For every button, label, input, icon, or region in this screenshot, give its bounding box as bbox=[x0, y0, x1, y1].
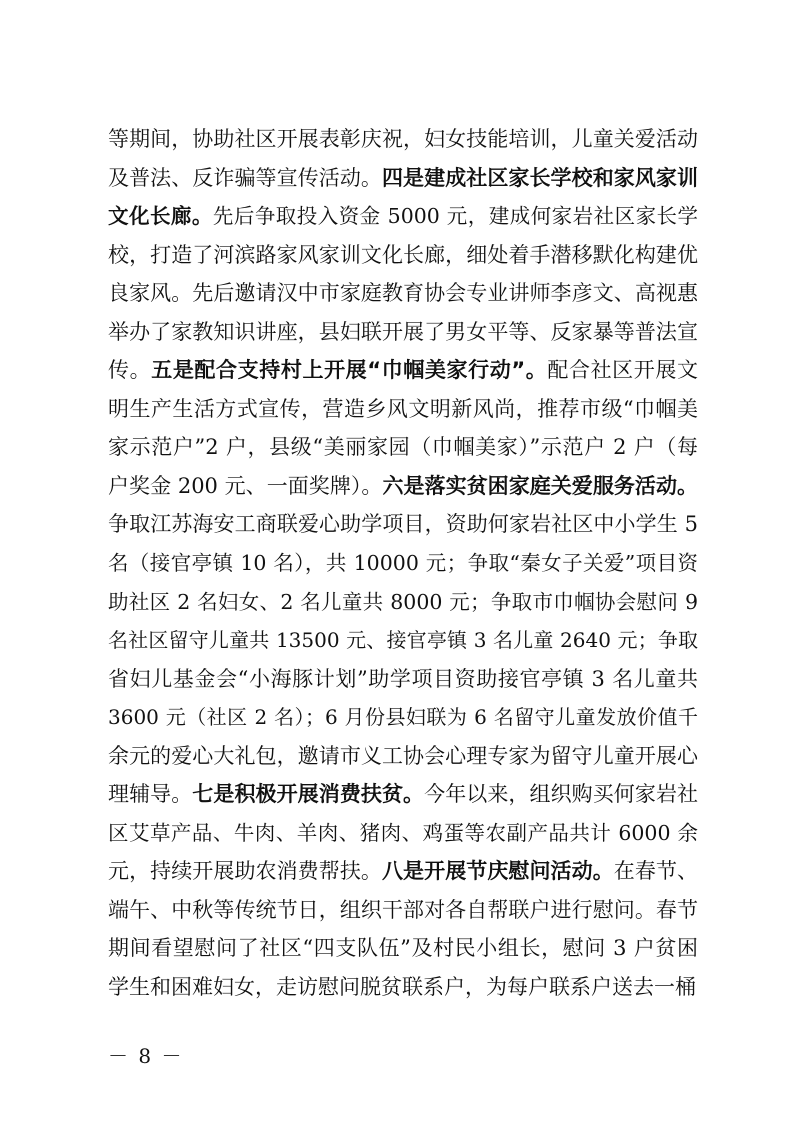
body-text-segment: 今年以来，组织购买何家岩社 bbox=[424, 782, 699, 807]
text-line bbox=[108, 120, 698, 159]
bold-heading-text: 七是积极开展消费扶贫。 bbox=[192, 782, 425, 807]
text-line bbox=[108, 891, 698, 930]
text-line bbox=[108, 698, 698, 737]
body-text-segment: 在春节、 bbox=[613, 859, 699, 884]
body-text-segment: 名社区留守儿童共 13500 元、接官亭镇 3 名儿童 2640 元；争取 bbox=[108, 628, 698, 653]
body-text-segment: 名（接官亭镇 10 名），共 10000 元；争取“秦女子关爱”项目资 bbox=[108, 551, 698, 576]
text-line bbox=[108, 583, 698, 622]
text-line bbox=[108, 814, 698, 853]
bold-heading-text: 五是配合支持村上开展“巾帼美家行动”。 bbox=[151, 358, 548, 383]
text-line bbox=[108, 351, 698, 390]
body-text-segment: 传。 bbox=[108, 358, 152, 383]
body-text-segment: 明生产生活方式宣传，营造乡风文明新风尚，推荐市级“巾帼美 bbox=[108, 396, 698, 421]
body-text-segment: 配合社区开展文 bbox=[547, 358, 699, 383]
text-line bbox=[108, 274, 698, 313]
text-line bbox=[108, 775, 698, 814]
text-line bbox=[108, 505, 698, 544]
body-text-segment: 3600 元（社区 2 名）；6 月份县妇联为 6 名留守儿童发放价值千 bbox=[108, 705, 698, 730]
text-line bbox=[108, 544, 698, 583]
bold-heading-text: 六是落实贫困家庭关爱服务活动。 bbox=[382, 473, 699, 498]
body-text-segment: 端午、中秋等传统节日，组织干部对各自帮联户进行慰问。春节 bbox=[108, 897, 698, 922]
text-line bbox=[108, 197, 698, 236]
text-line bbox=[108, 660, 698, 699]
text-line bbox=[108, 236, 698, 275]
bold-heading-text: 文化长廊。 bbox=[108, 204, 213, 229]
bold-heading-text: 四是建成社区家长学校和家风家训 bbox=[381, 165, 699, 190]
body-text-segment: 先后争取投入资金 5000 元，建成何家岩社区家长学 bbox=[212, 204, 699, 229]
body-text-segment: 及普法、反诈骗等宣传活动。 bbox=[108, 165, 382, 190]
bold-heading-text: 八是开展节庆慰问活动。 bbox=[381, 859, 614, 884]
text-line bbox=[108, 428, 698, 467]
page-number: － 8 － bbox=[108, 1044, 184, 1068]
text-line bbox=[108, 390, 698, 429]
body-text-segment: 学生和困难妇女，走访慰问脱贫联系户，为每户联系户送去一桶 bbox=[108, 975, 696, 1000]
text-line bbox=[108, 313, 698, 352]
body-text-segment: 余元的爱心大礼包，邀请市义工协会心理专家为留守儿童开展心 bbox=[108, 743, 698, 768]
body-text bbox=[108, 120, 698, 1007]
body-text-segment: 区艾草产品、牛肉、羊肉、猪肉、鸡蛋等农副产品共计 6000 余 bbox=[108, 820, 698, 845]
body-text-segment: 举办了家教知识讲座，县妇联开展了男女平等、反家暴等普法宣 bbox=[108, 319, 698, 344]
text-line bbox=[108, 852, 698, 891]
body-text-segment: 争取江苏海安工商联爱心助学项目，资助何家岩社区中小学生 5 bbox=[108, 512, 698, 537]
text-line bbox=[108, 737, 698, 776]
text-line bbox=[108, 621, 698, 660]
body-text-segment: 良家风。先后邀请汉中市家庭教育协会专业讲师李彦文、高视惠 bbox=[108, 281, 698, 306]
body-text-segment: 校，打造了河滨路家风家训文化长廊，细处着手潜移默化构建优 bbox=[108, 242, 698, 267]
body-text-segment: 省妇儿基金会“小海豚计划”助学项目资助接官亭镇 3 名儿童共 bbox=[108, 666, 698, 691]
body-text-segment: 期间看望慰问了社区“四支队伍”及村民小组长，慰问 3 户贫困 bbox=[108, 936, 698, 961]
text-line bbox=[108, 929, 698, 968]
body-text-segment: 等期间，协助社区开展表彰庆祝，妇女技能培训，儿童关爱活动 bbox=[108, 127, 698, 151]
body-text-segment: 元，持续开展助农消费帮扶。 bbox=[108, 859, 382, 884]
body-text-segment: 家示范户”2 户，县级“美丽家园（巾帼美家）”示范户 2 户（每 bbox=[108, 435, 698, 460]
body-text-segment: 助社区 2 名妇女、2 名儿童共 8000 元；争取市巾帼协会慰问 9 bbox=[108, 589, 698, 614]
text-line bbox=[108, 968, 698, 1007]
body-text-segment: 理辅导。 bbox=[108, 782, 193, 807]
text-line bbox=[108, 159, 698, 198]
body-text-segment: 户奖金 200 元、一面奖牌）。 bbox=[108, 473, 383, 498]
text-line bbox=[108, 467, 698, 506]
